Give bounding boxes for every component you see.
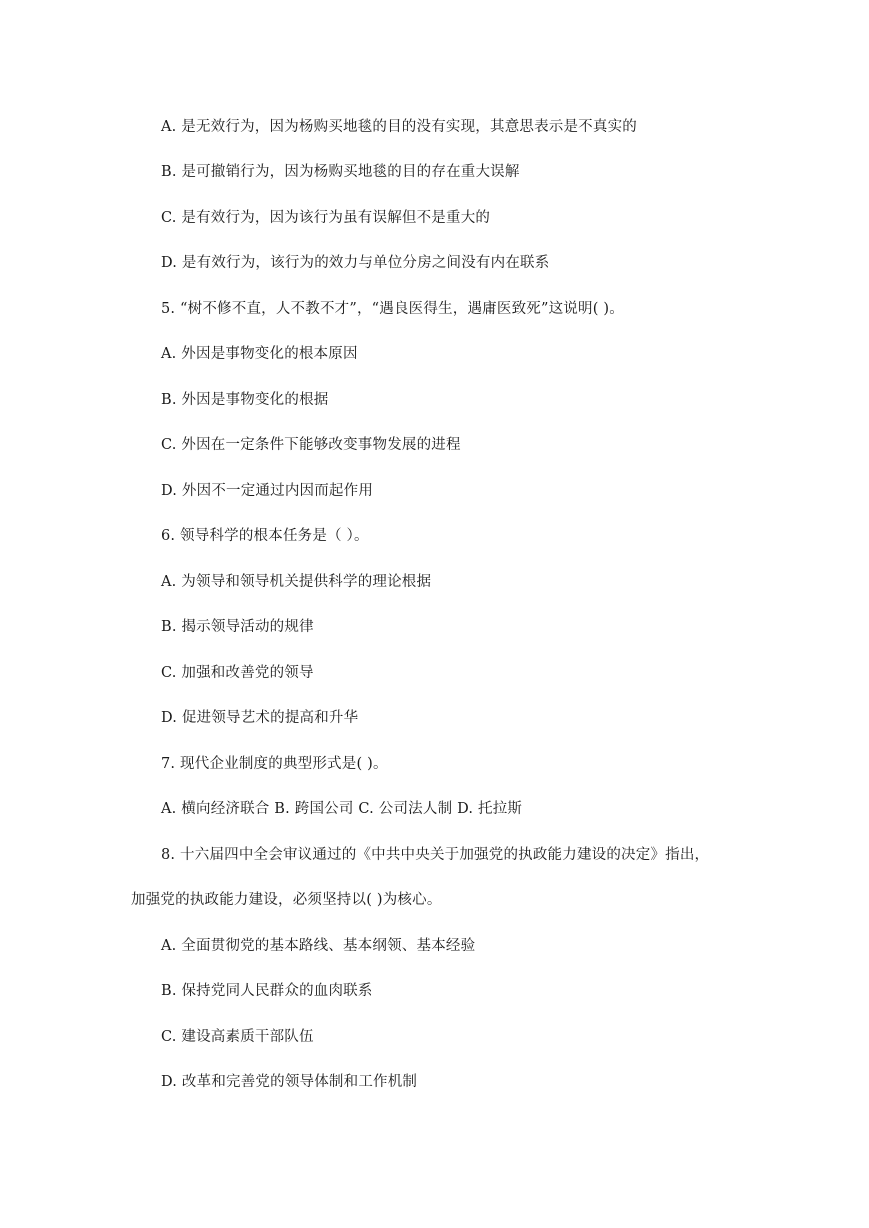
option-4a: A. 是无效行为，因为杨购买地毯的目的没有实现，其意思表示是不真实的 — [161, 119, 637, 135]
option-8a: A. 全面贯彻党的基本路线、基本纲领、基本经验 — [161, 938, 476, 954]
option-5b: B. 外因是事物变化的根据 — [161, 392, 329, 408]
option-6c: C. 加强和改善党的领导 — [161, 665, 314, 681]
question-7: 7. 现代企业制度的典型形式是( )。 — [161, 756, 388, 772]
question-8-continued: 加强党的执政能力建设，必须坚持以( )为核心。 — [131, 892, 442, 908]
question-6: 6. 领导科学的根本任务是（ ）。 — [161, 528, 369, 544]
options-7: A. 横向经济联合 B. 跨国公司 C. 公司法人制 D. 托拉斯 — [161, 801, 523, 817]
question-5: 5. “树不修不直，人不教不才”，“遇良医得生，遇庸医致死”这说明( )。 — [161, 301, 624, 317]
option-5a: A. 外因是事物变化的根本原因 — [161, 346, 358, 362]
option-8b: B. 保持党同人民群众的血肉联系 — [161, 983, 373, 999]
question-8: 8. 十六届四中全会审议通过的《中共中央关于加强党的执政能力建设的决定》指出， — [161, 847, 710, 863]
option-6d: D. 促进领导艺术的提高和升华 — [161, 710, 359, 726]
option-8c: C. 建设高素质干部队伍 — [161, 1029, 314, 1045]
option-6a: A. 为领导和领导机关提供科学的理论根据 — [161, 574, 432, 590]
option-5d: D. 外因不一定通过内因而起作用 — [161, 483, 374, 499]
option-8d: D. 改革和完善党的领导体制和工作机制 — [161, 1074, 418, 1090]
option-4d: D. 是有效行为，该行为的效力与单位分房之间没有内在联系 — [161, 255, 550, 271]
option-5c: C. 外因在一定条件下能够改变事物发展的进程 — [161, 437, 461, 453]
option-4c: C. 是有效行为，因为该行为虽有误解但不是重大的 — [161, 210, 491, 226]
option-4b: B. 是可撤销行为，因为杨购买地毯的目的存在重大误解 — [161, 164, 520, 180]
option-6b: B. 揭示领导活动的规律 — [161, 619, 314, 635]
